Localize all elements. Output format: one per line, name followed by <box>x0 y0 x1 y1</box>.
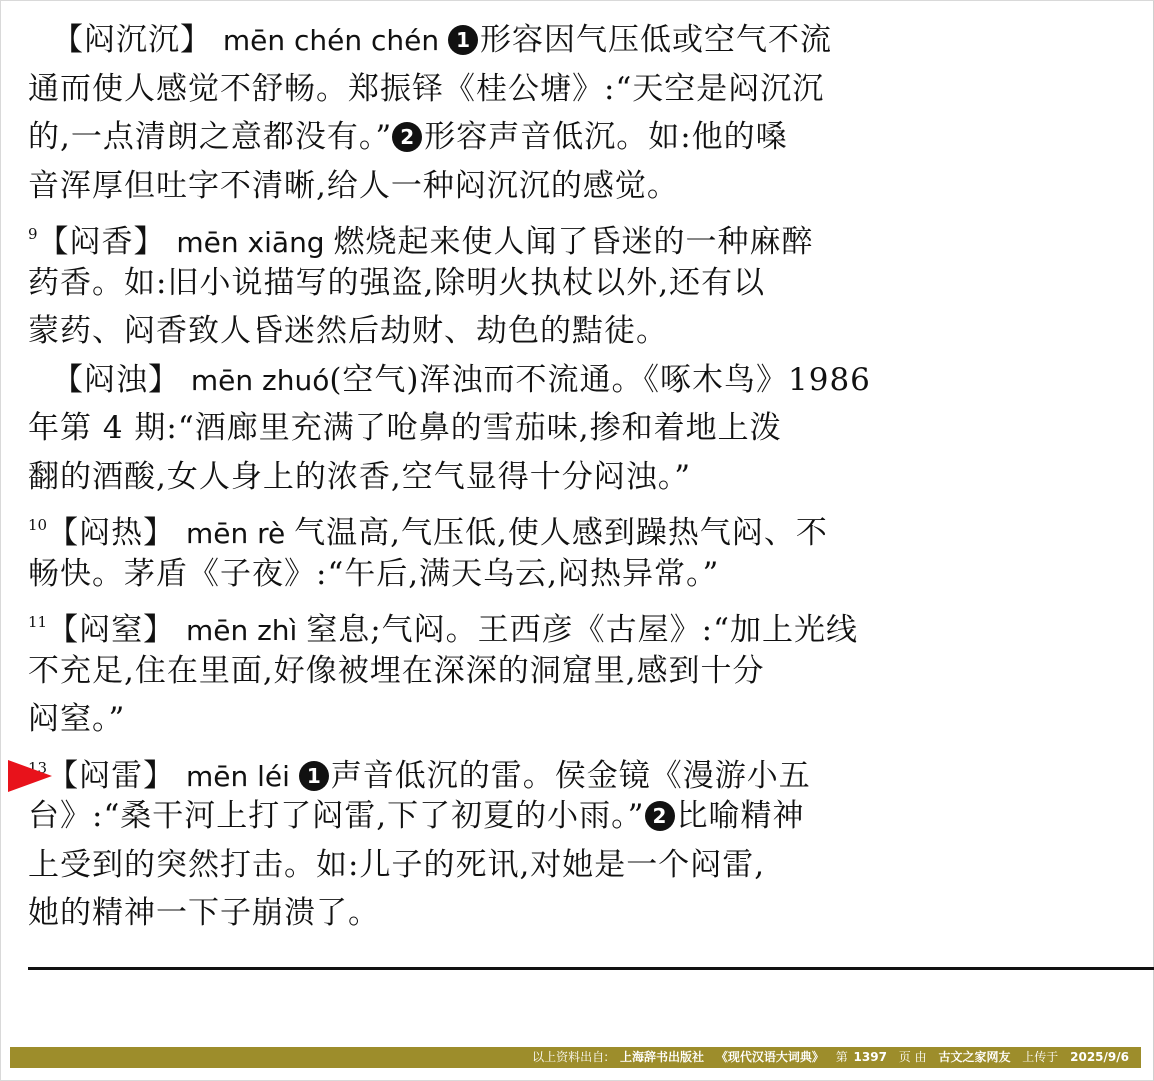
text-line <box>28 647 988 696</box>
text-line <box>28 162 988 211</box>
footer-prefix: 以上资料出自: <box>532 1050 609 1064</box>
footer-page-label: 第 <box>835 1050 848 1064</box>
footer-page-number: 1397 <box>853 1050 887 1064</box>
entry-superscript: 13 <box>28 758 48 777</box>
text-line <box>28 259 988 308</box>
footer-upload-label: 上传于 <box>1022 1050 1059 1064</box>
text-segment: 气温高,气压低,使人感到躁热气闷、不 <box>294 515 828 550</box>
text-segment: 窒息;气闷。王西彦《古屋》:“加上光线 <box>306 612 858 647</box>
text-segment: 燃烧起来使人闻了昏迷的一种麻醉 <box>333 224 814 259</box>
text-line <box>28 404 988 453</box>
footer-page-label-post: 页 由 <box>898 1050 927 1064</box>
text-segment: 形容声音低沉。如:他的嗓 <box>424 119 788 155</box>
footer-date: 2025/9/6 <box>1070 1050 1129 1064</box>
text-segment: 形容因气压低或空气不流 <box>480 22 833 58</box>
text-segment: 声音低沉的雷。侯金镜《漫游小五 <box>330 757 811 792</box>
sense-number-badge: 1 <box>448 25 478 55</box>
text-segment: 的,一点清朗之意都没有。” <box>28 119 393 155</box>
pinyin: mēn léi <box>185 759 299 792</box>
text-line <box>28 501 988 550</box>
text-line <box>28 210 988 259</box>
text-segment: 闷窒。” <box>28 701 126 737</box>
text-segment: 比喻精神 <box>676 798 805 834</box>
text-segment: 翻的酒酸,女人身上的浓香,空气显得十分闷浊。” <box>28 458 692 495</box>
text-segment: 畅快。茅盾《子夜》:“午后,满天乌云,闷热异常。” <box>28 555 720 592</box>
text-segment: 蒙药、闷香致人昏迷然后劫财、劫色的黠徒。 <box>28 313 668 349</box>
text-segment: (空气)浑浊而不流通。《啄木鸟》1986 <box>329 361 871 398</box>
footer-publisher: 上海辞书出版社 <box>620 1050 705 1064</box>
entry-superscript: 11 <box>28 613 48 631</box>
pinyin: mēn zhì <box>185 614 307 647</box>
text-segment: 【闷香】 <box>37 224 177 259</box>
text-line <box>28 65 988 114</box>
text-line <box>28 792 988 841</box>
text-segment: 她的精神一下子崩溃了。 <box>28 895 380 931</box>
pinyin: mēn chén chén <box>222 24 449 57</box>
sense-number-badge: 2 <box>645 801 675 831</box>
text-line <box>28 695 988 744</box>
text-line <box>28 744 988 793</box>
entry-superscript: 9 <box>28 225 38 243</box>
sense-number-badge: 1 <box>299 761 329 791</box>
text-segment: 音浑厚但吐字不清晰,给人一种闷沉沉的感觉。 <box>28 167 679 204</box>
entry-pointer-arrow-icon <box>8 760 52 792</box>
footer-book-title: 《现代汉语大词典》 <box>715 1050 824 1064</box>
text-segment: 台》:“桑干河上打了闷雷,下了初夏的小雨。” <box>28 798 645 834</box>
text-line <box>28 598 988 647</box>
text-segment: 通而使人感觉不舒畅。郑振铎《桂公塘》:“天空是闷沉沉 <box>28 70 825 107</box>
text-segment: 【闷窒】 <box>47 612 186 647</box>
text-segment: 【闷热】 <box>47 515 186 550</box>
sense-number-badge: 2 <box>392 122 422 152</box>
text-segment: 【闷浊】 <box>52 361 191 398</box>
pinyin: mēn xiāng <box>176 226 334 259</box>
text-segment: 年第 4 期:“酒廊里充满了呛鼻的雪茄味,掺和着地上泼 <box>28 410 782 446</box>
footer-uploader: 古文之家网友 <box>938 1050 1011 1064</box>
text-segment: 上受到的突然打击。如:儿子的死讯,对她是一个闷雷, <box>28 846 766 883</box>
text-line <box>28 113 988 162</box>
text-line <box>28 307 988 356</box>
text-segment: 不充足,住在里面,好像被埋在深深的洞窟里,感到十分 <box>28 652 765 689</box>
text-line <box>28 453 988 502</box>
text-segment: 【闷雷】 <box>47 757 186 792</box>
text-line <box>28 356 988 405</box>
source-footer <box>10 1047 1141 1068</box>
text-line <box>28 550 988 599</box>
main-column <box>28 16 988 938</box>
pinyin: mēn rè <box>185 517 295 550</box>
text-line <box>28 841 988 890</box>
text-line <box>28 889 988 938</box>
text-line <box>28 16 988 65</box>
text-segment: 【闷沉沉】 <box>52 22 223 58</box>
pinyin: mēn zhuó <box>190 363 330 397</box>
entry-superscript: 10 <box>28 516 48 534</box>
text-segment: 药香。如:旧小说描写的强盗,除明火执杖以外,还有以 <box>28 264 766 301</box>
page-bottom-rule <box>28 967 1154 970</box>
